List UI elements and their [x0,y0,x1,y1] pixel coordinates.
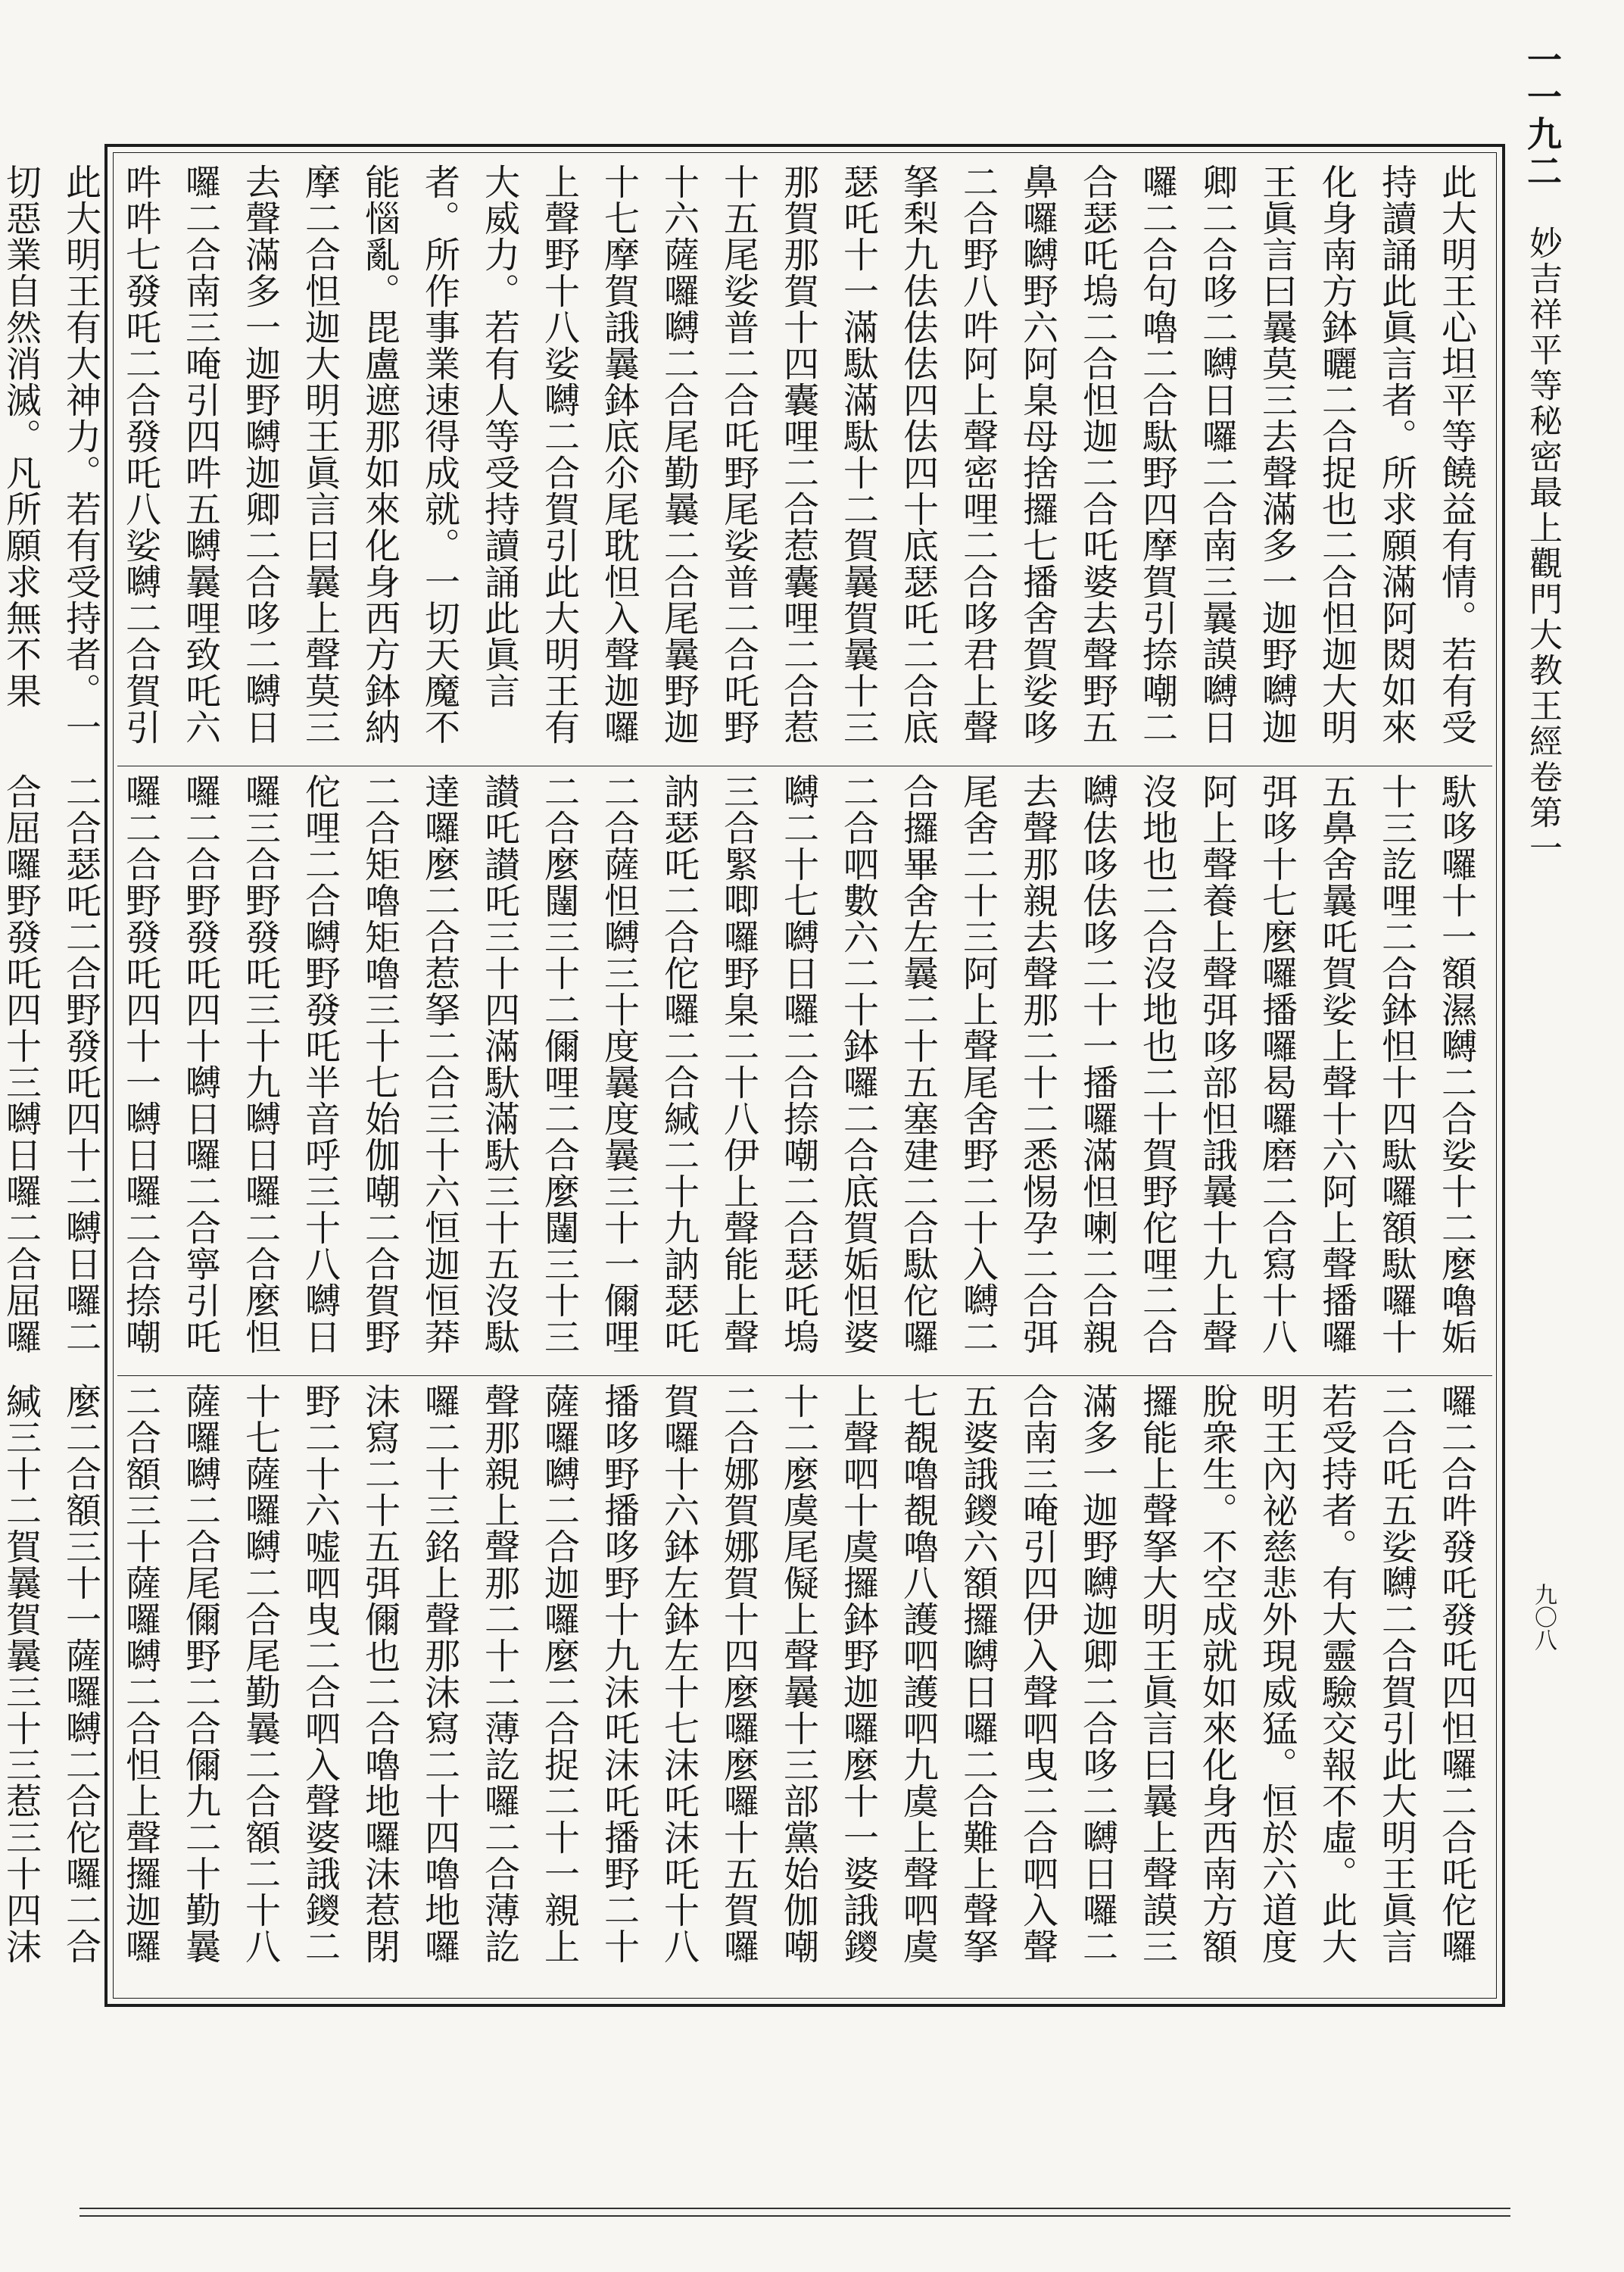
text-register-middle [0,766,1492,1375]
register-text: 馱哆囉十一額濕嚩二合娑十二麼嚕姤十三訖哩二合鉢怛十四駄囉額駄囉十五鼻舍曩吒賀娑上聲十六阿上聲播囉弭哆十七麼囉播囉曷囉磨二合寫十八阿上聲養上聲弭哆部怛誐曩十九上聲沒地也二合沒地也二十賀野佗哩二合嚩佉哆佉哆二十一播囉滿怛喇二合親去聲那親去聲那二十二悉惕孕二合弭尾舍二十三阿上聲尾舍野二十入嚩二合攞畢舍左曩二十五塞建二合駄佗囉二合呬數六二十鉢囉二合底賀姤怛婆嚩二十七嚩日囉二合捺嘲二合瑟吒塢三合緊唧囉野臬二十八伊上聲能上聲訥瑟吒二合佗囉二合緘二十九訥瑟吒二合薩怛嚩三十度曩度曩三十一儞哩二合麼闥三十二儞哩二合麼闥三十三讃吒讃吒三十四滿馱滿馱三十五沒駄達囉麼二合惹拏二合三十六恒迦恒莽二合矩嚕矩嚕三十七始伽嘲二合賀野佗哩二合嚩野發吒半音呼三十八嚩日囉三合野發吒三十九嚩日囉二合麼怛囉二合野發吒四十嚩日囉二合寧引吒囉二合野發吒四十一嚩日囉二合捺嘲二合瑟吒二合野發吒四十二嚩日囉二合屈囉野發吒四十三嚩日囉二合屈囉 [0,773,1477,1355]
register-text: 囉二合吽發吒發吒四怛囉二合吒佗囉二合吒五娑嚩二合賀引此大明王眞言若受持者。有大靈驗交報不虛。此大明王內祕慈悲外現威猛。恒於六道度脫衆生。不空成就如來化身西南方額攞能上聲拏大明王眞言曰曩上聲謨三滿多一迦野嚩迦卿二合哆二嚩日囉二合南三唵引四伊入聲呬曳二合呬入聲五婆誐鑁六額攞嚩日囉二合難上聲拏七覩嚕覩嚕八護呬護呬九虞上聲呬虞上聲呬十虞攞鉢野迦囉麼十一婆誐鑁十二麼虞尾儗上聲曩十三部黨始伽嘲二合娜賀娜賀十四麼囉麼囉十五賀囉賀囉十六鉢左鉢左十七沫吒沫吒十八播哆野播哆野十九沫吒沫吒播野二十薩囉嚩二合迦囉麼二合捉二十一親上聲那親上聲那二十二薄訖囉二合薄訖囉二十三銘上聲那沫寫二十四嚕地囉沫寫二十五弭儞也二合嚕地囉沫惹閉野二十六嘘呬曳二合呬入聲婆誐鑁二十七薩囉嚩二合尾勤曩二合額二十八薩囉嚩二合尾儞野二合儞九二十勤曩二合額三十薩囉嚩二合怛上聲攞迦囉麼二合額三十一薩囉嚩二合佗囉二合緘三十二賀曩賀曩三十三惹三十四沫 [0,1383,1477,1965]
text-register-top [0,156,1492,766]
page-number: 一一九二 [1522,42,1563,190]
running-title: 妙吉祥平等秘密最上觀門大教王經卷第一 [1523,226,1562,866]
text-register-bottom [0,1375,1492,1999]
side-page-number: 九〇八 [1530,1583,1557,1651]
page-header [1522,42,1563,866]
text-frame [0,144,1505,2007]
bottom-rule [79,2208,1510,2223]
register-text: 此大明王心坦平等饒益有情。若有受持讀誦此眞言者。所求願滿阿閦如來化身南方鉢曬二合捉也二合怛迦大明王眞言曰曩莫三去聲滿多一迦野嚩迦卿二合哆二嚩日囉二合南三曩謨嚩日囉二合句嚕二合駄野四摩賀引捺嘲二合瑟吒塢二合怛迦二合吒婆去聲野五鼻囉嚩野六阿臬母捨攞七播舍賀娑哆二合野八吽阿上聲密哩二合哆君上聲拏梨九佉佉佉四佉四十底瑟吒二合底瑟吒十一滿駄滿駄十二賀曩賀曩十三那賀那賀十四囊哩二合惹囊哩二合惹十五尾娑普二合吒野尾娑普二合吒野十六薩囉嚩二合尾勤曩二合尾曩野迦十七摩賀誐曩鉢底尒尾耽怛入聲迦囉上聲野十八娑嚩二合賀引此大明王有大威力。若有人等受持讀誦此眞言者。所作事業速得成就。一切天魔不能惱亂。毘盧遮那如來化身西方鉢納摩二合怛迦大明王眞言曰曩上聲莫三去聲滿多一迦野嚩迦卿二合哆二嚩日囉二合南三唵引四吽五嚩曩哩致吒六吽吽七發吒二合發吒八娑嚩二合賀引此大明王有大神力。若有受持者。一切惡業自然消滅。凡所願求無不果 [0,164,1477,745]
